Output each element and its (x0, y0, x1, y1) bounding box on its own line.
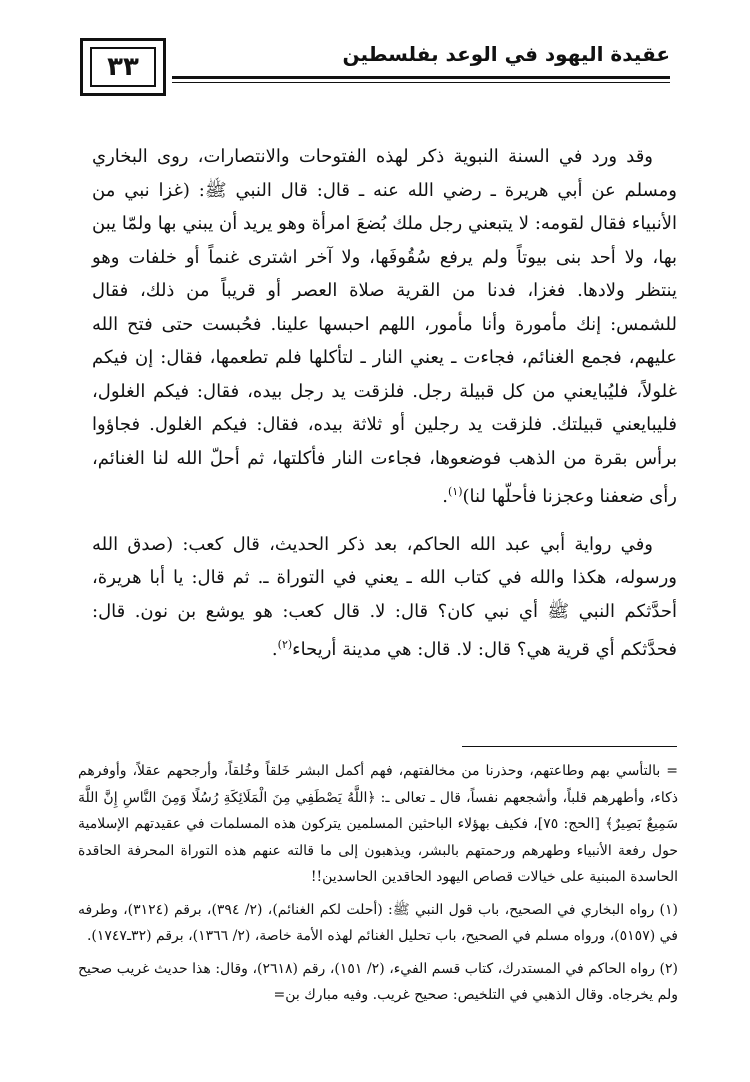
footnote-continuation: = بالتأسي بهم وطاعتهم، وحذرنا من مخالفتهم، فهم أكمل البشر خَلقاً وخُلقاً، وأرجحهم عقلاً، وأوفرهم ذكاء، وأطهرهم قلباً، وأشجعهم نفساً، قال ـ تعالى ـ: ﴿اللَّهُ يَصْطَفِي مِنَ الْمَلَائِكَةِ رُسُلًا وَمِنَ النَّاسِ إِنَّ اللَّهَ سَمِيعٌ بَصِيرٌ﴾ [الحج: ٧٥]، فكيف بهؤلاء الباحثين المسلمين يتركون هذه المسلمات في عقيدتهم الإسلامية حول رفعة الأنبياء وطهرهم ورحمتهم بالبشر، ويذهبون إلى ما قالته عنهم هذه التوراة المحرفة الحاقدة الحاسدة المبنية على خيالات قصاص اليهود الحاقدين الحاسدين!! (78, 763, 678, 885)
paragraph-1: وقد ورد في السنة النبوية ذكر لهذه الفتوحات والانتصارات، روى البخاري ومسلم عن أبي هريرة ـ رضي الله عنه ـ قال: قال النبي ﷺ: (غزا نبي من الأنبياء فقال لقومه: لا يتبعني رجل ملك بُضعَ امرأة وهو يريد أن يبني بها ولمّا يبن بها، ولا أحد بنى بيوتاً ولم يرفع سُقُوفَها، ولا آخر اشترى غنماً أو خلفات وهو ينتظر ولادها. فغزا، فدنا من القرية صلاة العصر أو قريباً من ذلك، فقال للشمس: إنك مأمورة وأنا مأمور، اللهم احبسها علينا. فحُبست حتى فتح الله عليهم، فجمع الغنائم، فجاءت ـ يعني النار ـ لتأكلها فلم تطعمها، فقال: إن فيكم غلولاً، فليُبايعني من كل قبيلة رجل. فلزقت يد رجل بيده، فقال: فيكم الغلول، فليبايعني قبيلتك. فلزقت يد رجلين أو ثلاثة بيده، فقال: فيكم الغلول. فجاؤوا برأس بقرة من الذهب فوضعوها، فجاءت النار فأكلتها، ثم أحلّ الله لنا الغنائم، رأى ضعفنا وعجزنا فأحلّها لنا)$^{(١)}$. (92, 146, 677, 507)
header-rule (172, 76, 670, 79)
paragraph-2-text: وفي رواية أبي عبد الله الحاكم، بعد ذكر الحديث، قال كعب: (صدق الله ورسوله، هكذا والله في كتاب الله ـ يعني في التوراة ـ. ثم قال: يا أبا هريرة، أحدَّثكم النبي ﷺ أي نبي كان؟ قال: لا. قال كعب: هو يوشع بن نون. قال: فحدَّثكم أي قرية هي؟ قال: لا. قال: هي مدينة أريحاء (92, 533, 677, 660)
main-text (92, 140, 677, 667)
paragraph-2: وفي رواية أبي عبد الله الحاكم، بعد ذكر الحديث، قال كعب: (صدق الله ورسوله، هكذا والله في كتاب الله ـ يعني في التوراة ـ. ثم قال: يا أبا هريرة، أحدَّثكم النبي ﷺ أي نبي كان؟ قال: لا. قال كعب: هو يوشع بن نون. قال: فحدَّثكم أي قرية هي؟ قال: لا. قال: هي مدينة أريحاء$^{(٢)}$. (92, 533, 677, 660)
footnote-2: (٢) رواه الحاكم في المستدرك، كتاب قسم الفيء، (٢/ ١٥١)، رقم (٢٦١٨)، وقال: هذا حديث غريب صحيح ولم يخرجاه. وقال الذهبي في التلخيص: صحيح غريب. وفيه مبارك بن= (78, 960, 678, 1003)
page-number: ٣٣ (90, 47, 156, 87)
footnote-1: (١) رواه البخاري في الصحيح، باب قول النبي ﷺ: (أحلت لكم الغنائم)، (٢/ ٣٩٤)، برقم (٣١٢٤)، وطرفه في (٥١٥٧)، ورواه مسلم في الصحيح، باب تحليل الغنائم لهذه الأمة خاصة، (٢/ ١٣٦٦)، برقم (٣٢ـ١٧٤٧). (78, 901, 678, 944)
footnote-separator (462, 746, 677, 747)
page-header (80, 38, 670, 96)
footnote-ref-2: (٢) (277, 638, 293, 651)
page-number-box (80, 38, 166, 96)
footnotes (78, 758, 678, 1009)
footnote-ref-1: (١) (447, 485, 463, 498)
paragraph-1-text: وقد ورد في السنة النبوية ذكر لهذه الفتوحات والانتصارات، روى البخاري ومسلم عن أبي هريرة ـ رضي الله عنه ـ قال: قال النبي ﷺ: (غزا نبي من الأنبياء فقال لقومه: لا يتبعني رجل ملك بُضعَ امرأة وهو يريد أن يبني بها ولمّا يبن بها، ولا أحد بنى بيوتاً ولم يرفع سُقُوفَها، ولا آخر اشترى غنماً أو خلفات وهو ينتظر ولادها. فغزا، فدنا من القرية صلاة العصر أو قريباً من ذلك، فقال للشمس: إنك مأمورة وأنا مأمور، اللهم احبسها علينا. فحُبست حتى فتح الله عليهم، فجمع الغنائم، فجاءت ـ يعني النار ـ لتأكلها فلم تطعمها، فقال: إن فيكم غلولاً، فليُبايعني من كل قبيلة رجل. فلزقت يد رجل بيده، فقال: فيكم الغلول، فليبايعني قبيلتك. فلزقت يد رجلين أو ثلاثة بيده، فقال: فيكم الغلول. فجاؤوا برأس بقرة من الذهب فوضعوها، فجاءت النار فأكلتها، ثم أحلّ الله لنا الغنائم، رأى ضعفنا وعجزنا فأحلّها لنا) (92, 146, 677, 507)
running-title: عقيدة اليهود في الوعد بفلسطين (342, 42, 670, 66)
header-rule-thin (172, 82, 670, 83)
